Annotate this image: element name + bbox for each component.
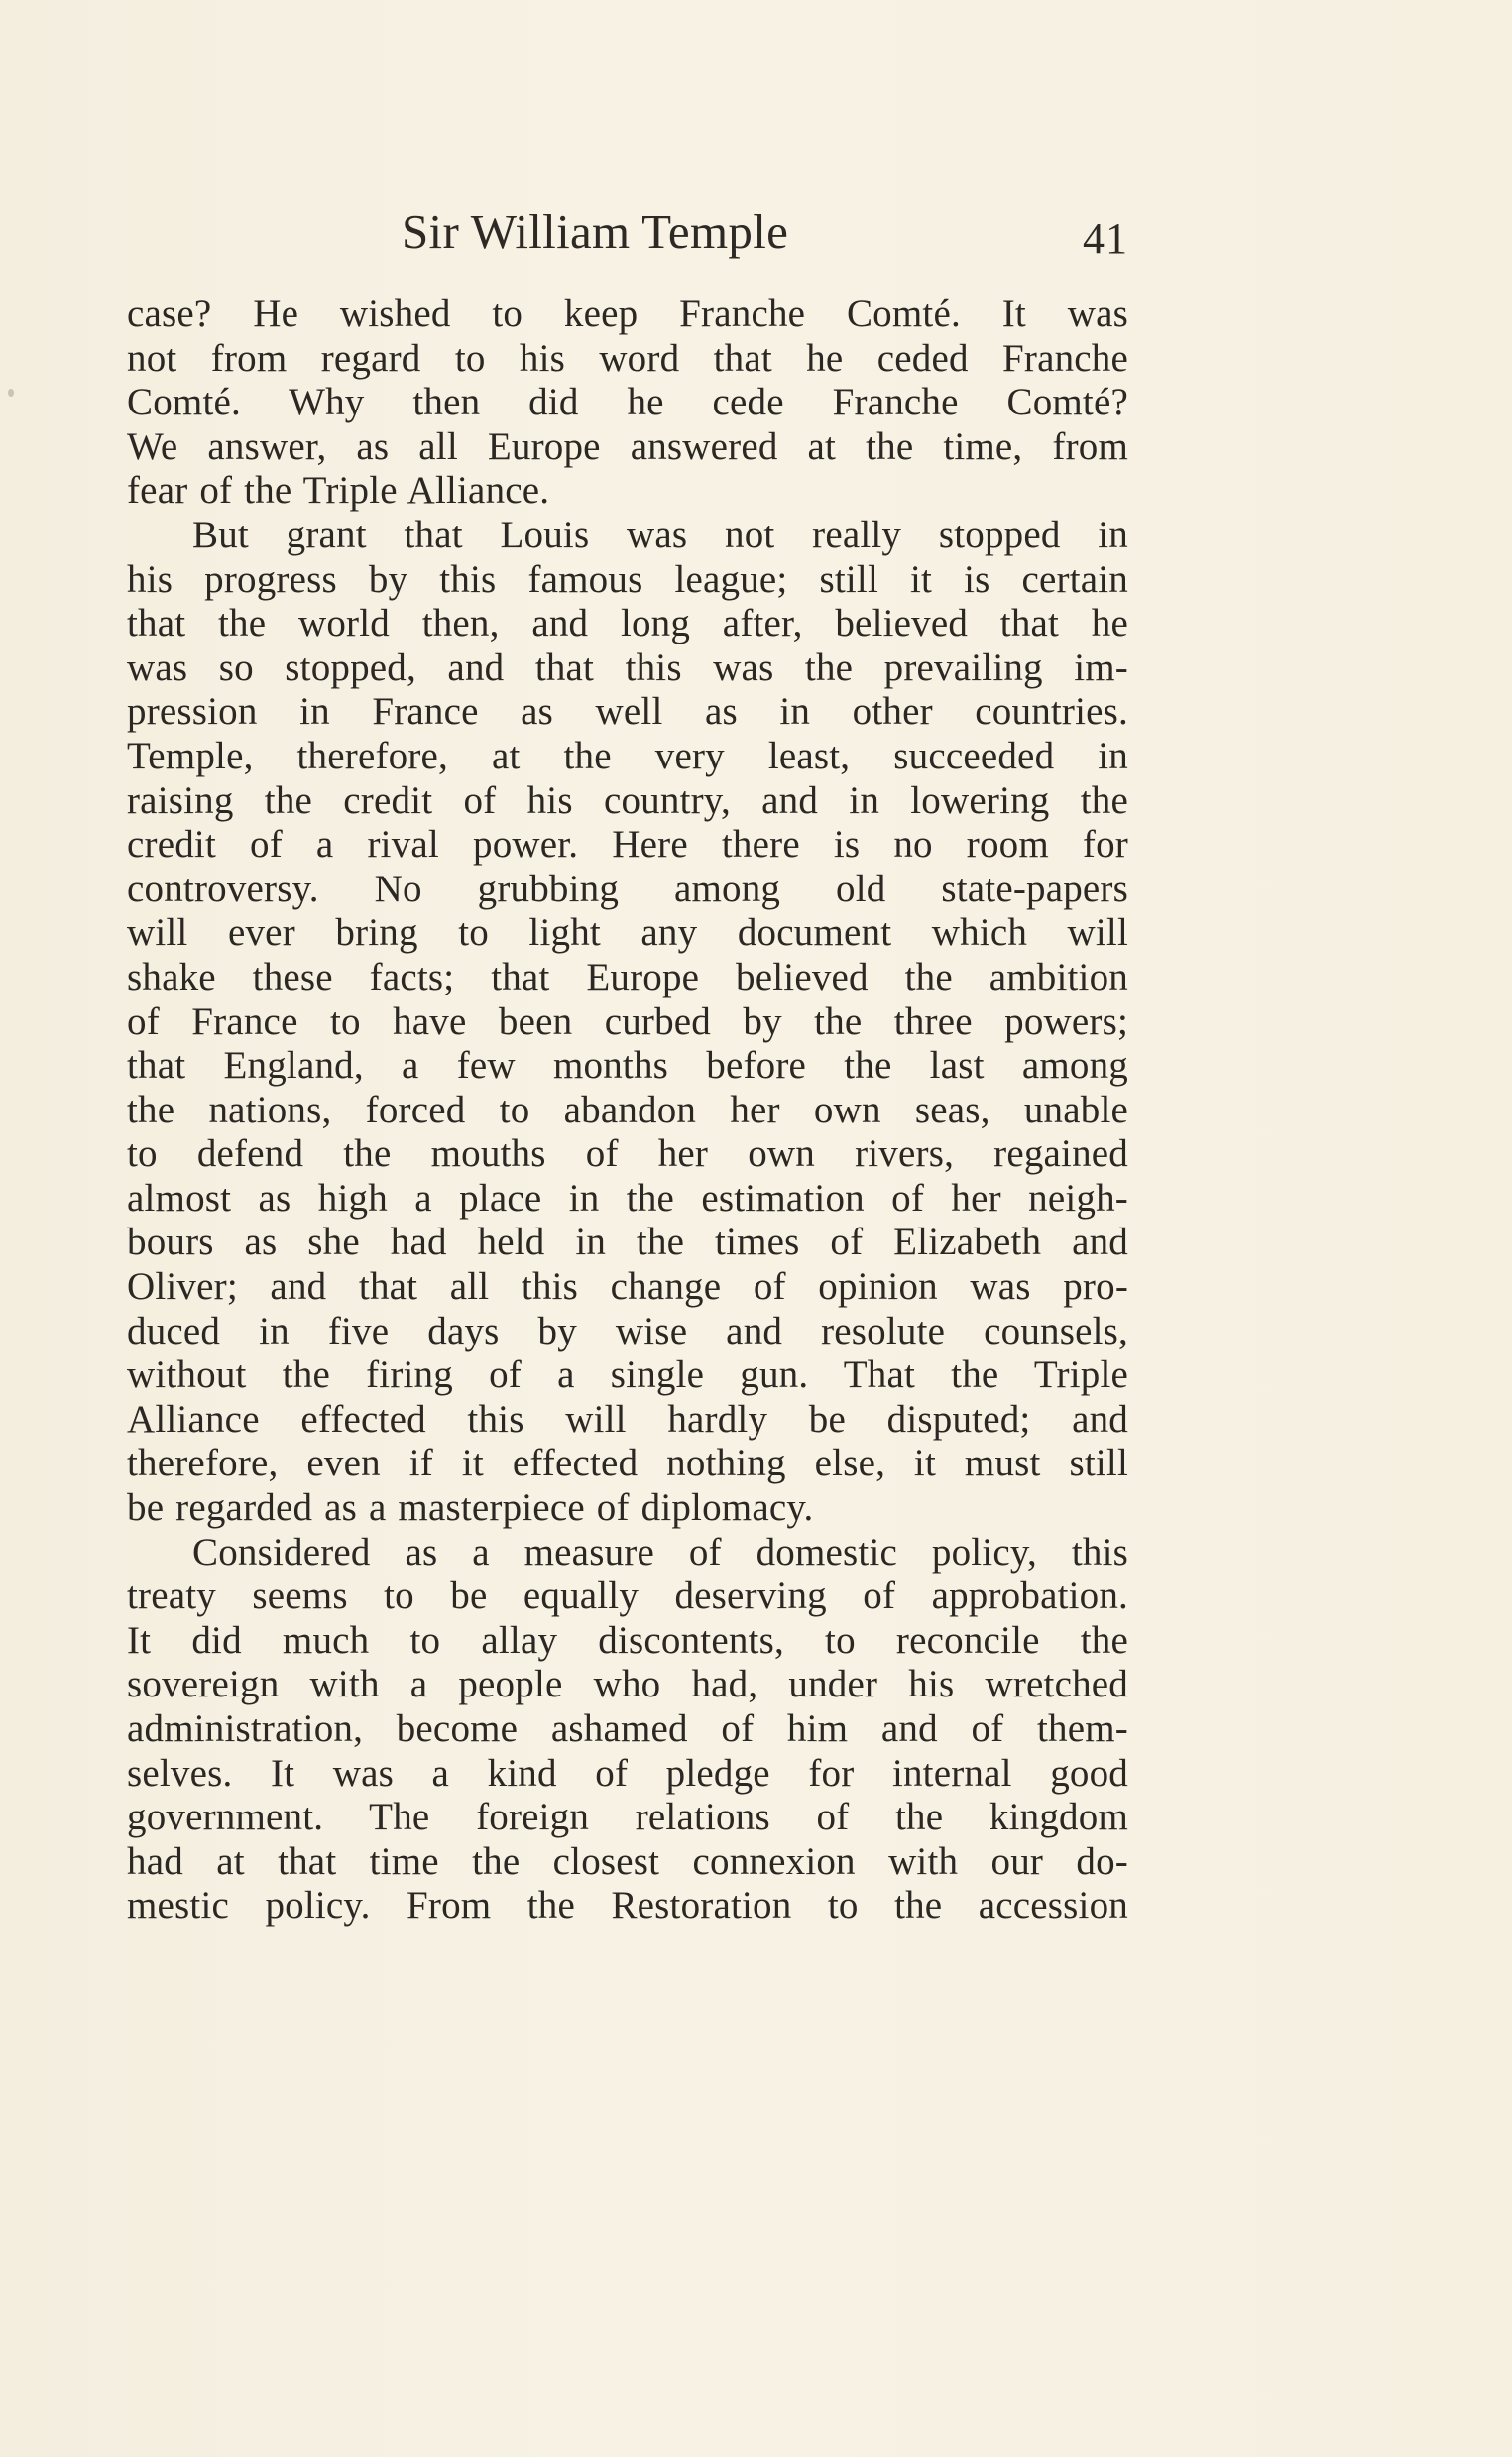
- text-line: Temple, therefore, at the very least, succeeded in: [127, 734, 1128, 777]
- text-line: government. The foreign relations of the kingdom: [127, 1796, 1128, 1839]
- text-line: duced in five days by wise and resolute counsels,: [127, 1309, 1128, 1352]
- text-line: We answer, as all Europe answered at the time, from: [127, 424, 1128, 468]
- text-line: had at that time the closest connexion with our do-: [127, 1839, 1128, 1883]
- text-line: bours as she had held in the times of Elizabeth and: [127, 1221, 1128, 1264]
- text-line: was so stopped, and that this was the prevailing im-: [127, 645, 1128, 689]
- text-line: of France to have been curbed by the three powers;: [127, 999, 1128, 1043]
- paragraph-first-line: But grant that Louis was not really stopped in: [192, 513, 1128, 556]
- body-text: [127, 292, 1128, 1929]
- text-line: It did much to allay discontents, to reconcile the: [127, 1618, 1128, 1662]
- text-line: Alliance effected this will hardly be disputed; and: [127, 1397, 1128, 1441]
- text-line: be regarded as a masterpiece of diplomacy.: [127, 1486, 814, 1530]
- text-line: sovereign with a people who had, under his wretched: [127, 1663, 1128, 1706]
- text-line: selves. It was a kind of pledge for internal good: [127, 1751, 1128, 1795]
- text-line: therefore, even if it effected nothing else, it must still: [127, 1442, 1128, 1485]
- running-title: Sir William Temple: [402, 204, 789, 259]
- text-line: his progress by this famous league; still it is certain: [127, 557, 1128, 601]
- text-line: to defend the mouths of her own rivers, regained: [127, 1132, 1128, 1176]
- text-line: Oliver; and that all this change of opinion was pro-: [127, 1265, 1128, 1309]
- text-line: that England, a few months before the last among: [127, 1044, 1128, 1088]
- running-head: [127, 203, 1128, 263]
- text-line: case? He wished to keep Franche Comté. It was: [127, 292, 1128, 335]
- paragraph-first-line: Considered as a measure of domestic policy, this: [192, 1530, 1128, 1574]
- text-line: raising the credit of his country, and in lowering the: [127, 778, 1128, 822]
- text-line: controversy. No grubbing among old state-papers: [127, 867, 1128, 910]
- text-line: pression in France as well as in other countries.: [127, 690, 1128, 734]
- text-line: the nations, forced to abandon her own seas, unable: [127, 1088, 1128, 1131]
- text-line: administration, become ashamed of him and of them-: [127, 1707, 1128, 1750]
- text-line: will ever bring to light any document which will: [127, 911, 1128, 955]
- text-line: that the world then, and long after, believed that he: [127, 602, 1128, 645]
- text-line: Comté. Why then did he cede Franche Comté?: [127, 381, 1128, 424]
- text-line: mestic policy. From the Restoration to the accession: [127, 1884, 1128, 1928]
- text-line: not from regard to his word that he ceded Franche: [127, 336, 1128, 380]
- text-line: shake these facts; that Europe believed the ambition: [127, 955, 1128, 998]
- text-line: almost as high a place in the estimation of her neigh-: [127, 1176, 1128, 1220]
- text-line: fear of the Triple Alliance.: [127, 469, 550, 513]
- text-line: treaty seems to be equally deserving of approbation.: [127, 1575, 1128, 1618]
- text-line: credit of a rival power. Here there is no room for: [127, 823, 1128, 867]
- text-line: without the firing of a single gun. That the Triple: [127, 1353, 1128, 1397]
- page-number: 41: [1083, 214, 1128, 263]
- paper-speck: [8, 389, 14, 397]
